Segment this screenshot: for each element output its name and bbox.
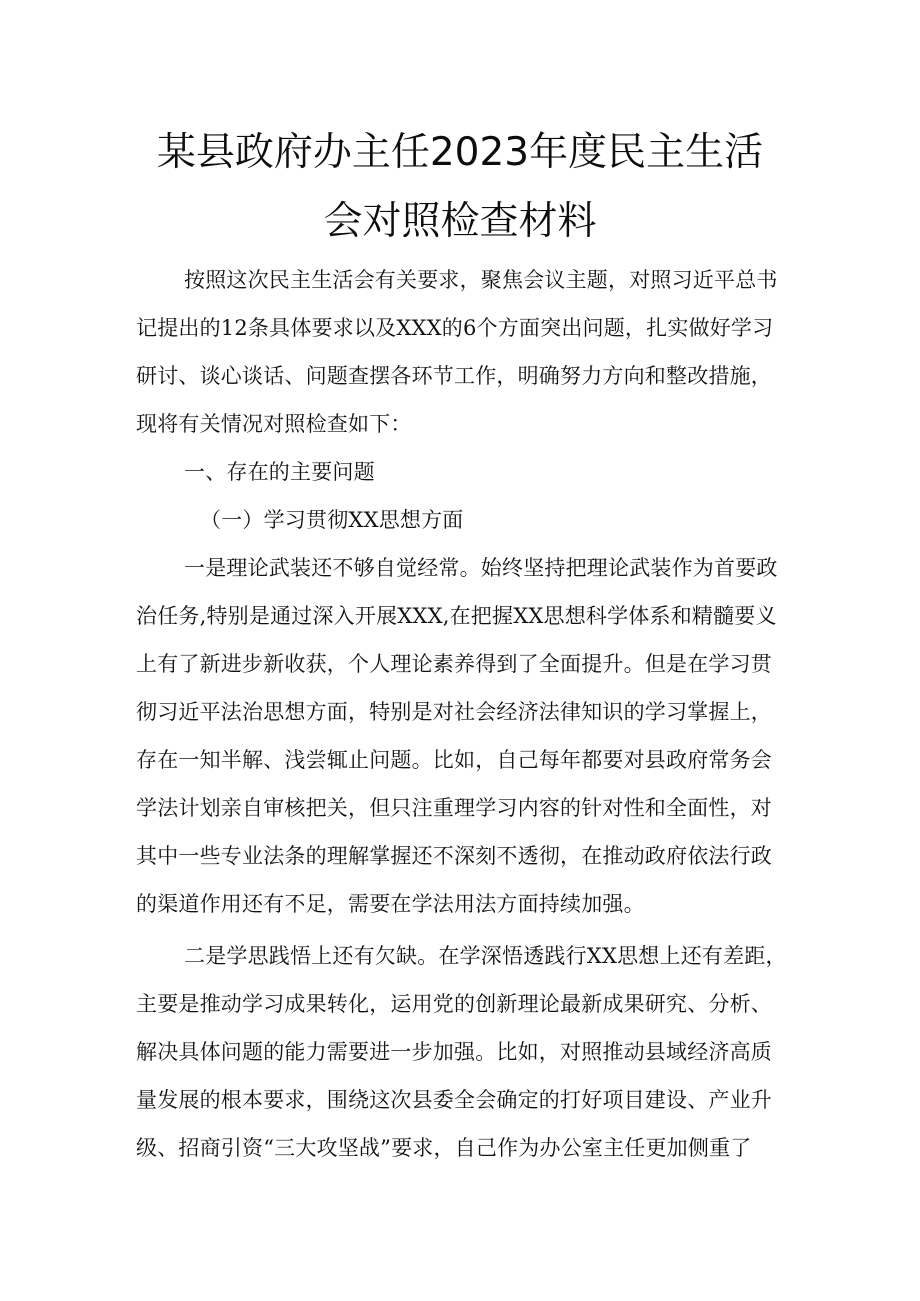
paragraph-1-line-6: 学法计划亲自审核把关，但只注重理学习内容的针对性和全面性，对: [136, 796, 772, 820]
paragraph-1-line-8: 的渠道作用还有不足，需要在学法用法方面持续加强。: [136, 892, 645, 916]
section-heading-1: 一、存在的主要问题: [184, 460, 375, 484]
document-title-line-1: 某县政府办主任2023年度民主生活: [156, 130, 764, 175]
paragraph-intro-line-4: 现将有关情况对照检查如下：: [136, 412, 412, 436]
paragraph-2-line-4: 量发展的根本要求，围绕这次县委全会确定的打好项目建设、产业升: [136, 1088, 772, 1112]
paragraph-2-line-2: 主要是推动学习成果转化，运用党的创新理论最新成果研究、分析、: [136, 992, 772, 1016]
paragraph-intro-line-3: 研讨、谈心谈话、问题查摆各环节工作，明确努力方向和整改措施，: [136, 364, 772, 388]
paragraph-2-line-3: 解决具体问题的能力需要进一步加强。比如，对照推动县域经济高质: [136, 1040, 772, 1064]
paragraph-2-line-5: 级、招商引资“三大攻坚战”要求，自己作为办公室主任更加侧重了: [136, 1136, 752, 1160]
subsection-heading-1: （一）学习贯彻XX思想方面: [200, 508, 464, 532]
paragraph-1-line-4: 彻习近平法治思想方面，特别是对社会经济法律知识的学习掌握上，: [136, 700, 772, 724]
paragraph-1-line-1: 一是理论武装还不够自觉经常。始终坚持把理论武装作为首要政: [184, 556, 778, 580]
paragraph-1-line-5: 存在一知半解、浅尝辄止问题。比如，自己每年都要对县政府常务会: [136, 748, 772, 772]
paragraph-intro-line-1: 按照这次民主生活会有关要求，聚焦会议主题，对照习近平总书: [184, 268, 778, 292]
paragraph-2-line-1: 二是学思践悟上还有欠缺。在学深悟透践行XX思想上还有差距，: [184, 944, 787, 968]
paragraph-1-line-7: 其中一些专业法条的理解掌握还不深刻不透彻，在推动政府依法行政: [136, 844, 772, 868]
paragraph-intro-line-2: 记提出的12条具体要求以及XXX的6个方面突出问题，扎实做好学习: [136, 316, 774, 340]
document-title-line-2: 会对照检查材料: [323, 199, 597, 244]
paragraph-1-line-2: 治任务,特别是通过深入开展XXX,在把握XX思想科学体系和精髓要义: [136, 604, 777, 628]
paragraph-1-line-3: 上有了新进步新收获，个人理论素养得到了全面提升。但是在学习贯: [136, 652, 772, 676]
